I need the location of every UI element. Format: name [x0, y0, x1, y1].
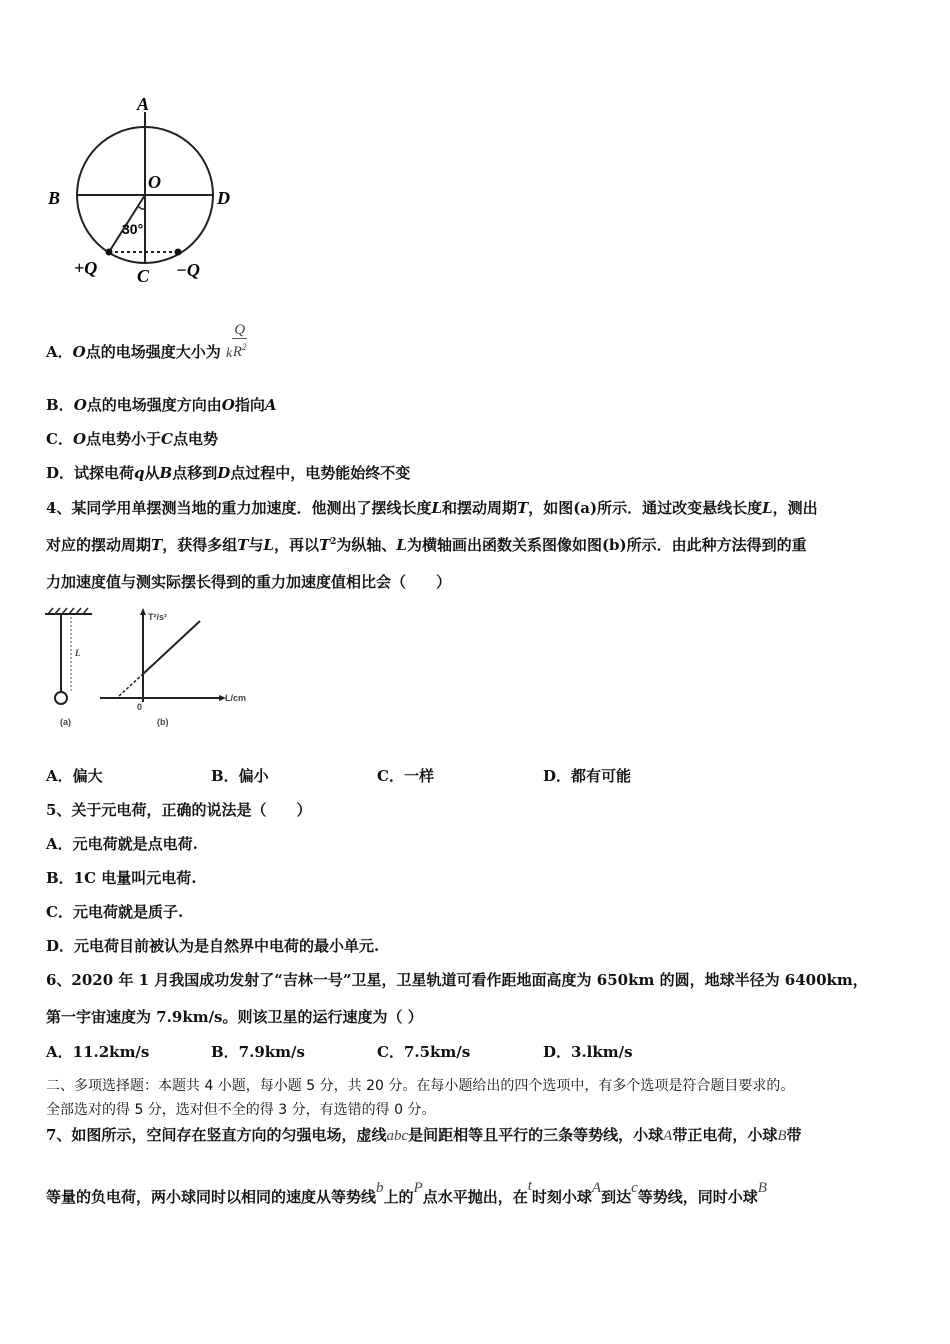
label-d: D [217, 188, 230, 208]
q5-option-c: C．元电荷就是质子. [46, 903, 184, 921]
y-axis-arrow [140, 608, 146, 615]
section-2-heading: 二、多项选择题：本题共 4 小题，每小题 5 分，共 20 分。在每小题给出的四个选项中，有多个选项是符合题目要求的。 [46, 1078, 795, 1094]
q3-option-a: A．O点的电场强度大小为 k $\frac{Q}{R^2}$ [46, 322, 247, 361]
q3-option-b: B．O点的电场强度方向由O指向A [46, 396, 277, 414]
graph-line-dashed [119, 674, 143, 696]
graph-origin: 0 [137, 702, 143, 712]
q6-option-c: C．7.5km/s [377, 1043, 471, 1061]
q4-line-3: 力加速度值与测实际摆长得到的重力加速度值相比会（ ） [46, 573, 452, 591]
q4-line-2: 对应的摆动周期T，获得多组T与L，再以$T^2$为纵轴、L为横轴画出函数关系图像如图(b)所示．由此种方法得到的重 [46, 536, 807, 554]
q6-option-d: D．3.lkm/s [543, 1043, 633, 1061]
q6-option-a: A．11.2km/s [46, 1043, 150, 1061]
minus-q-charge [175, 249, 182, 256]
q4-option-d: D．都有可能 [543, 767, 632, 785]
q5-stem: 5、关于元电荷，正确的说法是（ ） [46, 801, 312, 819]
pendulum-bob [55, 692, 67, 704]
section-2-note: 全部选对的得 5 分，选对但不全的得 3 分，有选错的得 0 分。 [46, 1102, 436, 1118]
pendulum-length-label: L [75, 648, 81, 658]
pendulum-figure [40, 604, 255, 734]
q4-option-c: C．一样 [377, 767, 434, 785]
label-angle: 30° [122, 221, 144, 237]
label-minus-q: −Q [176, 260, 200, 280]
q6-line-2: 第一宇宙速度为 7.9km/s。则该卫星的运行速度为（ ） [46, 1008, 423, 1026]
q5-option-b: B．1C 电量叫元电荷. [46, 869, 197, 887]
graph-line-solid [143, 621, 200, 674]
fraction-q-over-r2: $\frac{Q}{R^2}$ [232, 322, 247, 360]
q5-option-d: D．元电荷目前被认为是自然界中电荷的最小单元. [46, 937, 380, 955]
label-a: A [137, 94, 150, 114]
caption-a: (a) [60, 717, 71, 727]
graph-x-label: L/cm [225, 693, 247, 703]
q7-line-1: 7、如图所示，空间存在竖直方向的匀强电场，虚线abc是间距相等且平行的三条等势线，小球A带正电荷，小球B带 [46, 1126, 802, 1144]
graph-y-label: T²/s² [148, 612, 167, 622]
q6-line-1: 6、2020 年 1 月我国成功发射了“吉林一号”卫星，卫星轨道可看作距地面高度为 650km 的圆，地球半径为 6400km， [46, 971, 868, 989]
q3-option-c: C．O点电势小于C点电势 [46, 430, 219, 448]
q4-option-a: A．偏大 [46, 767, 103, 785]
angle-arc [138, 206, 145, 209]
label-c: C [137, 266, 150, 286]
circle-figure [40, 92, 250, 292]
q4-option-b: B．偏小 [211, 767, 269, 785]
plus-q-charge [106, 249, 113, 256]
label-plus-q: +Q [74, 258, 98, 278]
q6-option-b: B．7.9km/s [211, 1043, 305, 1061]
label-o: O [148, 172, 161, 192]
label-b: B [48, 188, 61, 208]
caption-b: (b) [157, 717, 169, 727]
q5-option-a: A．元电荷就是点电荷. [46, 835, 198, 853]
q3-option-d: D．试探电荷q从B点移到D点过程中，电势能始终不变 [46, 464, 411, 482]
q4-line-1: 4、某同学用单摆测当地的重力加速度．他测出了摆线长度L和摆动周期T，如图(a)所示．通过改变悬线长度L，测出 [46, 499, 818, 517]
q7-line-2: 等量的负电荷，两小球同时以相同的速度从等势线b上的P点水平抛出，在t时刻小球A到达c等势线，同时小球B [46, 1178, 767, 1206]
